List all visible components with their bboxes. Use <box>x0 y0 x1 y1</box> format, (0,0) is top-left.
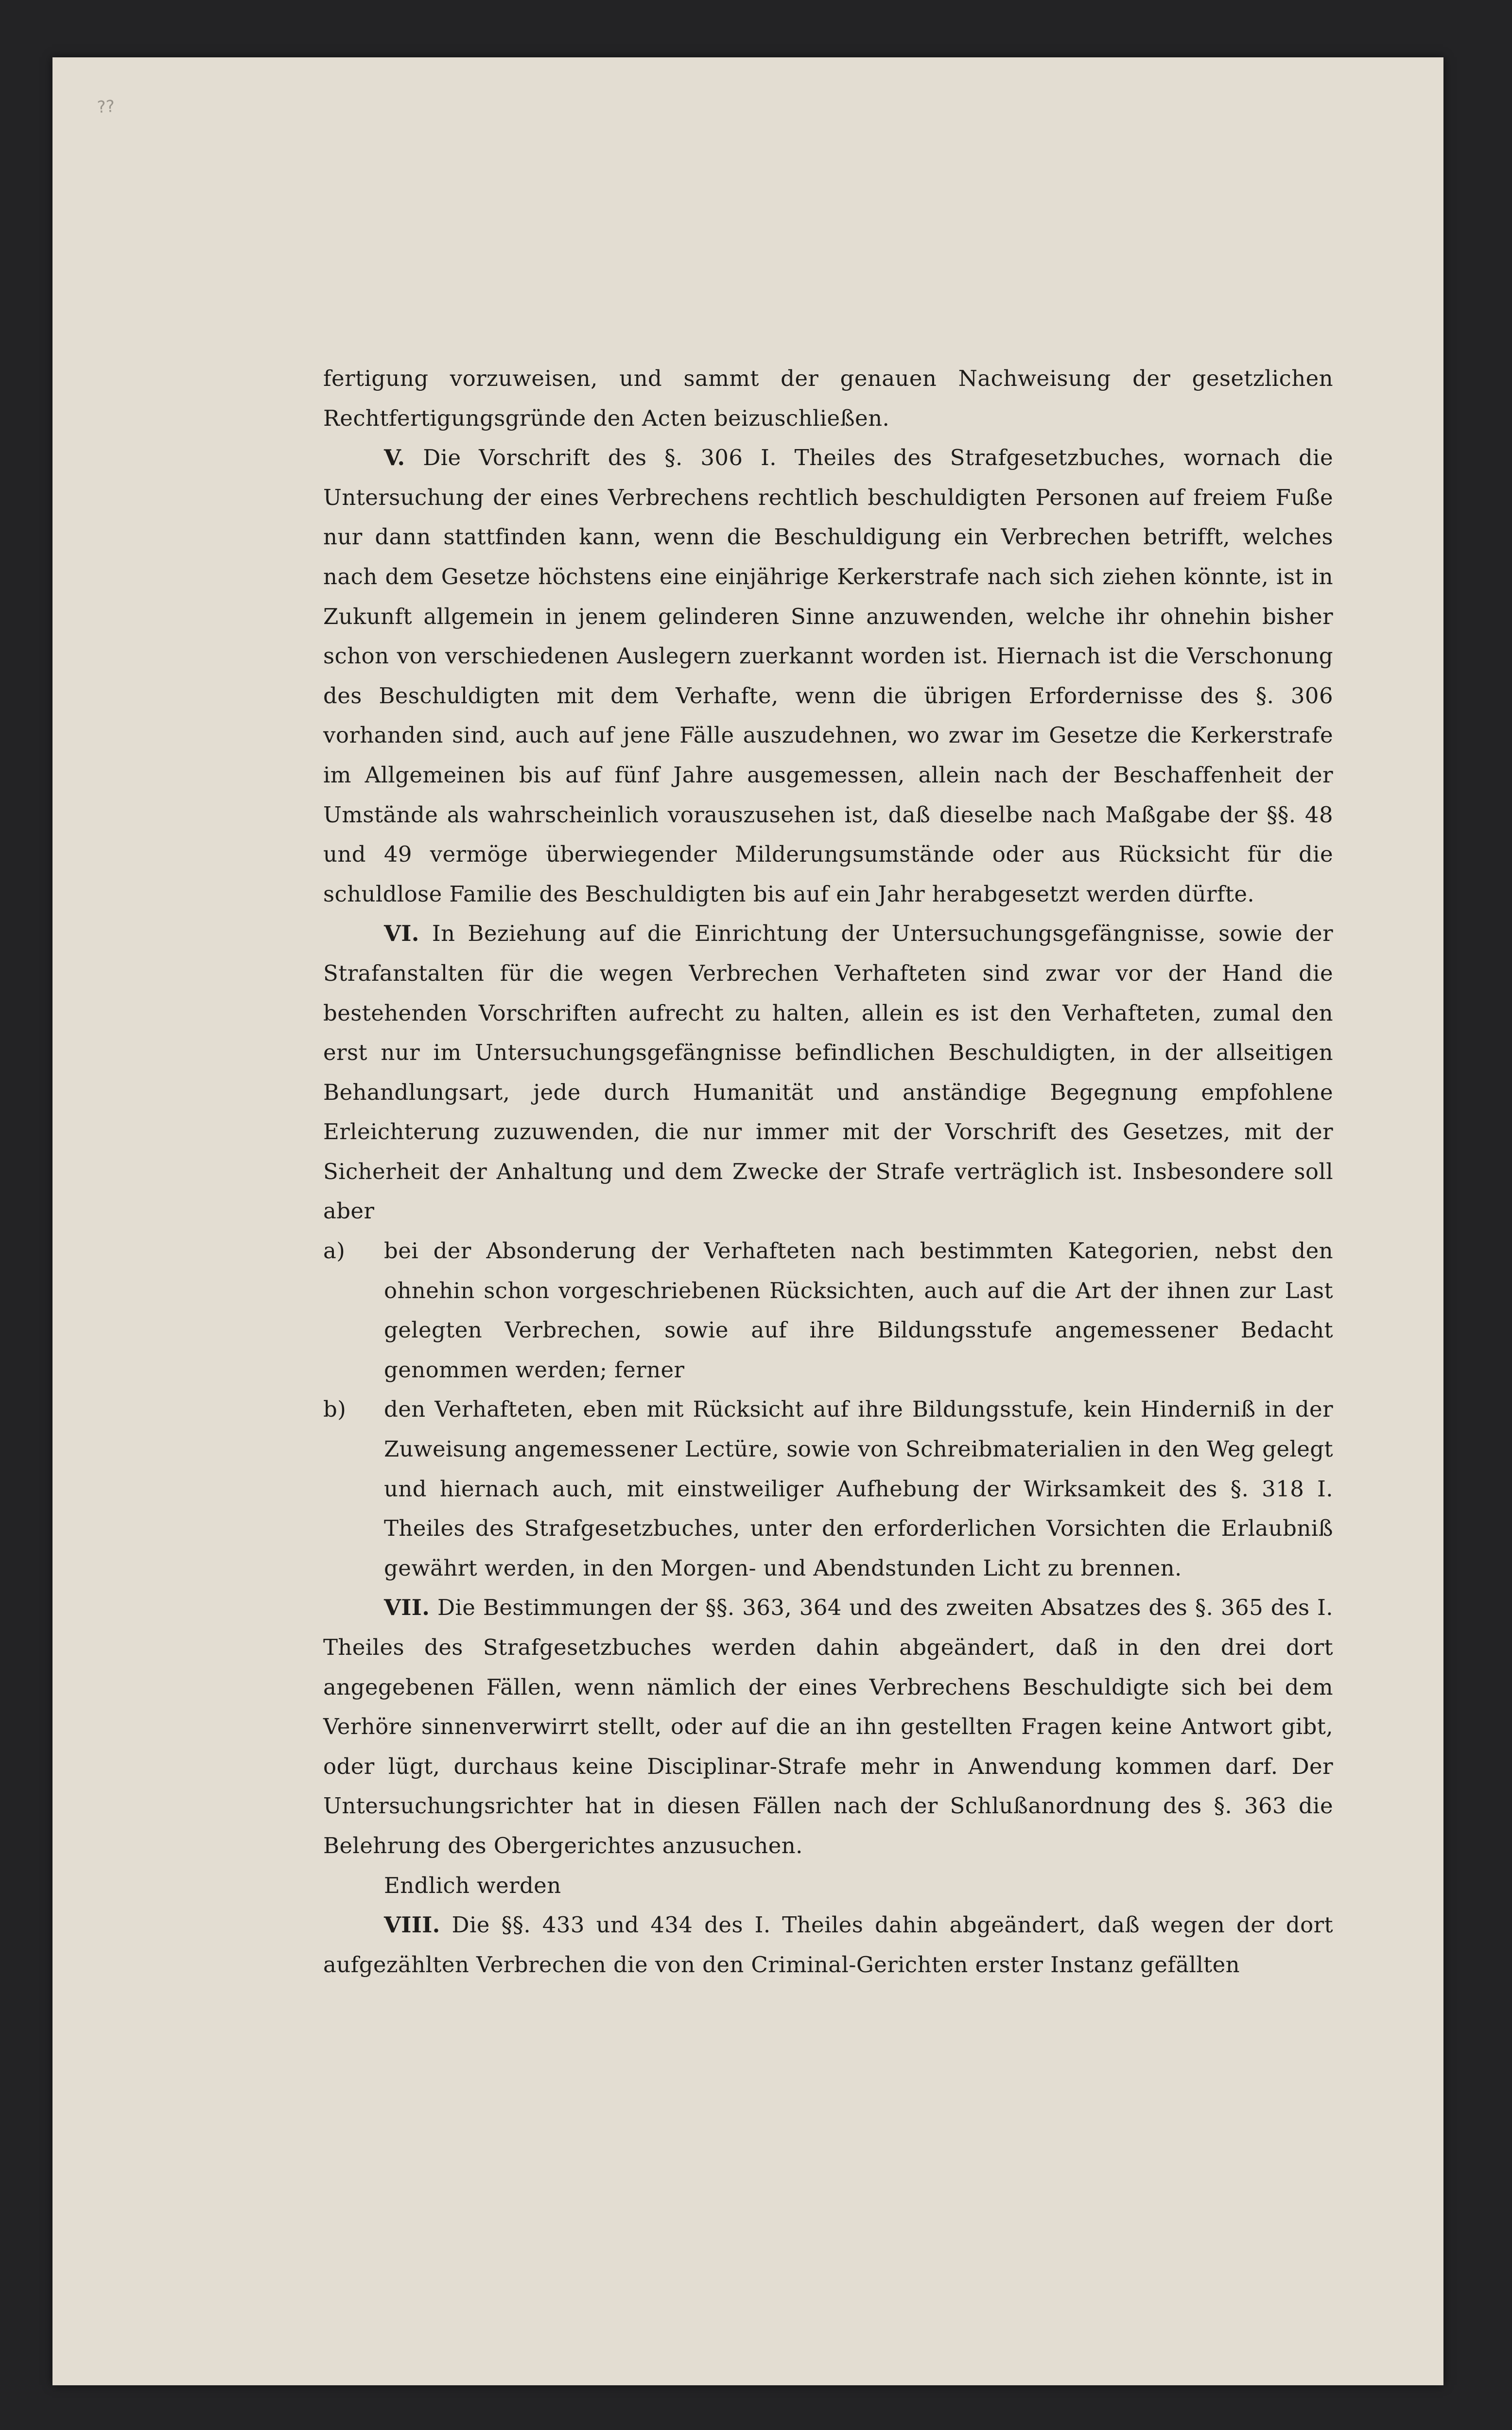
intro-paragraph: fertigung vorzuweisen, und sammt der genauen Nachweisung der gesetzlichen Rechtfertigungsgründe den Acten beizuschließen. <box>323 365 1333 431</box>
list-item-a <box>323 1231 1333 1389</box>
section-vi-body: In Beziehung auf die Einrichtung der Untersuchungsgefängnisse, sowie der Strafanstalten für die wegen Verbrechen Verhafteten sind zwar vor der Hand die bestehenden Vorschriften aufrecht zu halten, allein es ist den Verhafteten, zumal den erst nur im Untersuchungsgefängnisse befindlichen Beschuldigten, in der allseitigen Behandlungsart, jede durch Humanität und anständige Begegnung empfohlene Erleichterung zuzuwenden, die nur immer mit der Vorschrift des Gesetzes, mit der Sicherheit der Anhaltung und dem Zwecke der Strafe verträglich ist. Insbesondere soll aber <box>323 920 1333 1224</box>
document-text <box>323 359 1333 1984</box>
section-v-label: V. <box>384 445 405 471</box>
list-item-b <box>323 1389 1333 1588</box>
list-item-b-body: den Verhafteten, eben mit Rücksicht auf ihre Bildungsstufe, kein Hinderniß in der Zuweisung angemessener Lectüre, sowie von Schreibmaterialien in den Weg gelegt und hiernach auch, mit einstweiliger Aufhebung der Wirksamkeit des §. 318 I. Theiles des Strafgesetzbuches, unter den erforderlichen Vorsichten die Erlaubniß gewährt werden, in den Morgen- und Abendstunden Licht zu brennen. <box>384 1396 1333 1581</box>
section-v-body: Die Vorschrift des §. 306 I. Theiles des Strafgesetzbuches, wornach die Untersuchung der eines Verbrechens rechtlich beschuldigten Personen auf freiem Fuße nur dann stattfinden kann, wenn die Beschuldigung ein Verbrechen betrifft, welches nach dem Gesetze höchstens eine einjährige Kerkerstrafe nach sich ziehen könnte, ist in Zukunft allgemein in jenem gelinderen Sinne anzuwenden, welche ihr ohnehin bisher schon von verschiedenen Auslegern zuerkannt worden ist. Hiernach ist die Verschonung des Beschuldigten mit dem Verhafte, wenn die übrigen Erfordernisse des §. 306 vorhanden sind, auch auf jene Fälle auszudehnen, wo zwar im Gesetze die Kerkerstrafe im Allgemeinen bis auf fünf Jahre ausgemessen, allein nach der Beschaffenheit der Umstände als wahrscheinlich vorauszusehen ist, daß dieselbe nach Maßgabe der §§. 48 und 49 vermöge überwiegender Milderungsumstände oder aus Rücksicht für die schuldlose Familie des Beschuldigten bis auf ein Jahr herabgesetzt werden dürfte. <box>323 445 1333 907</box>
list-item-a-label: a) <box>323 1238 346 1264</box>
section-vii <box>323 1588 1333 1865</box>
section-vii-body: Die Bestimmungen der §§. 363, 364 und des zweiten Absatzes des §. 365 des I. Theiles des Strafgesetzbuches werden dahin abgeändert, daß in den drei dort angegebenen Fällen, wenn nämlich der eines Verbrechens Beschuldigte sich bei dem Verhöre sinnenverwirrt stellt, oder auf die an ihn gestellten Fragen keine Antwort gibt, oder lügt, durchaus keine Disciplinar-Strafe mehr in Anwendung kommen darf. Der Untersuchungsrichter hat in diesen Fällen nach der Schlußanordnung des §. 363 die Belehrung des Obergerichtes anzusuchen. <box>323 1595 1333 1858</box>
pencil-mark: ?? <box>96 96 116 118</box>
list-item-a-body: bei der Absonderung der Verhafteten nach bestimmten Kategorien, nebst den ohnehin schon vorgeschriebenen Rücksichten, auch auf die Art der ihnen zur Last gelegten Verbrechen, sowie auf ihre Bildungsstufe angemessener Bedacht genommen werden; ferner <box>384 1238 1333 1383</box>
section-viii <box>323 1905 1333 1984</box>
section-viii-label: VIII. <box>384 1912 440 1938</box>
document-page <box>52 57 1443 2385</box>
section-vi <box>323 914 1333 1231</box>
finally-line: Endlich werden <box>384 1872 561 1898</box>
list-item-b-label: b) <box>323 1396 347 1423</box>
section-vi-label: VI. <box>384 920 419 947</box>
section-v <box>323 438 1333 914</box>
section-vii-label: VII. <box>384 1595 430 1621</box>
section-viii-body: Die §§. 433 und 434 des I. Theiles dahin abgeändert, daß wegen der dort aufgezählten Verbrechen die von den Criminal-Gerichten erster Instanz gefällten <box>323 1912 1333 1978</box>
